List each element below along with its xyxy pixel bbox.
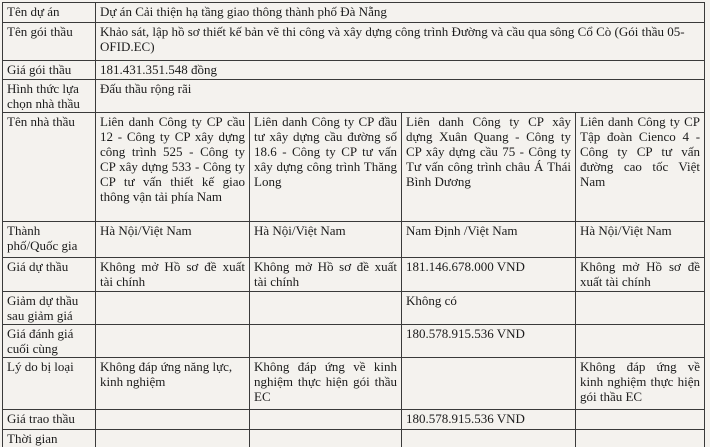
bidder-2-rejection: Không đáp ứng về kinh nghiệm thực hiện gói thầu EC [250, 358, 402, 410]
row-final-evaluated-price [3, 325, 705, 358]
label-award-price: Giá trao thầu [3, 410, 96, 430]
bidder-1-time [96, 430, 250, 447]
bidder-1-rejection: Không đáp ứng năng lực, kinh nghiệm [96, 358, 250, 410]
bidder-3-bid-price: 181.146.678.000 VND [402, 258, 576, 292]
label-final-evaluated-price: Giá đánh giá cuối cùng [3, 325, 96, 358]
label-price-after-discount: Giảm dự thầu sau giảm giá [3, 292, 96, 325]
bidder-4-rejection: Không đáp ứng về kinh nghiệm thực hiện gói thầu EC [576, 358, 705, 410]
bidder-1-city: Hà Nội/Việt Nam [96, 222, 250, 258]
row-time [3, 430, 705, 447]
bid-results-table [2, 2, 705, 447]
bidder-2-city: Hà Nội/Việt Nam [250, 222, 402, 258]
bidder-1-final-price [96, 325, 250, 358]
bidder-3-name: Liên danh Công ty CP xây dựng Xuân Quang - Công ty CP xây dựng cầu 75 - Công ty Tư vấn công trình châu Á Thái Bình Dương [402, 113, 576, 222]
value-package-name: Khảo sát, lập hồ sơ thiết kế bản vẽ thi công và xây dựng công trình Đường và cầu qua sông Cổ Cò (Gói thầu 05-OFID.EC) [96, 23, 705, 61]
bidder-2-after-discount [250, 292, 402, 325]
row-rejection-reason [3, 358, 705, 410]
row-package-price [3, 61, 705, 80]
bidder-1-after-discount [96, 292, 250, 325]
row-project [3, 3, 705, 23]
label-package-name: Tên gói thầu [3, 23, 96, 61]
bidder-4-award [576, 410, 705, 430]
bidder-2-final-price [250, 325, 402, 358]
bidder-1-award [96, 410, 250, 430]
bidder-3-final-price: 180.578.915.536 VND [402, 325, 576, 358]
row-package-name [3, 23, 705, 61]
label-city-country: Thành phố/Quốc gia [3, 222, 96, 258]
bidder-4-bid-price: Không mở Hồ sơ đề xuất tài chính [576, 258, 705, 292]
label-project: Tên dự án [3, 3, 96, 23]
row-price-after-discount [3, 292, 705, 325]
label-time: Thời gian [3, 430, 96, 447]
row-award-price [3, 410, 705, 430]
bidder-4-final-price [576, 325, 705, 358]
label-bid-price: Giá dự thầu [3, 258, 96, 292]
bidder-1-bid-price: Không mở Hồ sơ đề xuất tài chính [96, 258, 250, 292]
row-bid-price [3, 258, 705, 292]
bidder-2-time [250, 430, 402, 447]
label-rejection-reason: Lý do bị loại [3, 358, 96, 410]
value-package-price: 181.431.351.548 đồng [96, 61, 705, 80]
value-project: Dự án Cải thiện hạ tầng giao thông thành phố Đà Nẵng [96, 3, 705, 23]
bidder-4-after-discount [576, 292, 705, 325]
bidder-1-name: Liên danh Công ty CP cầu 12 - Công ty CP xây dựng công trình 525 - Công ty CP xây dựng 533 - Công ty CP tư vấn thiết kế giao thông vận tải phía Nam [96, 113, 250, 222]
row-selection-method [3, 80, 705, 113]
bidder-3-after-discount: Không có [402, 292, 576, 325]
bidder-4-name: Liên danh Công ty CP Tập đoàn Cienco 4 - Công ty CP tư vấn đường cao tốc Việt Nam [576, 113, 705, 222]
bidder-3-time [402, 430, 576, 447]
bidder-4-time [576, 430, 705, 447]
bidder-3-rejection [402, 358, 576, 410]
row-bidder-name [3, 113, 705, 222]
bidder-2-bid-price: Không mở Hồ sơ đề xuất tài chính [250, 258, 402, 292]
label-bidder-name: Tên nhà thầu [3, 113, 96, 222]
bidder-2-award [250, 410, 402, 430]
row-city-country [3, 222, 705, 258]
bidder-4-city: Hà Nội/Việt Nam [576, 222, 705, 258]
label-package-price: Giá gói thầu [3, 61, 96, 80]
bidder-3-city: Nam Định /Việt Nam [402, 222, 576, 258]
bidder-3-award: 180.578.915.536 VND [402, 410, 576, 430]
value-selection-method: Đấu thầu rộng rãi [96, 80, 705, 113]
bidder-2-name: Liên danh Công ty CP đầu tư xây dựng cầu đường số 18.6 - Công ty CP tư vấn xây dựng công trình Thăng Long [250, 113, 402, 222]
label-selection-method: Hình thức lựa chọn nhà thầu [3, 80, 96, 113]
